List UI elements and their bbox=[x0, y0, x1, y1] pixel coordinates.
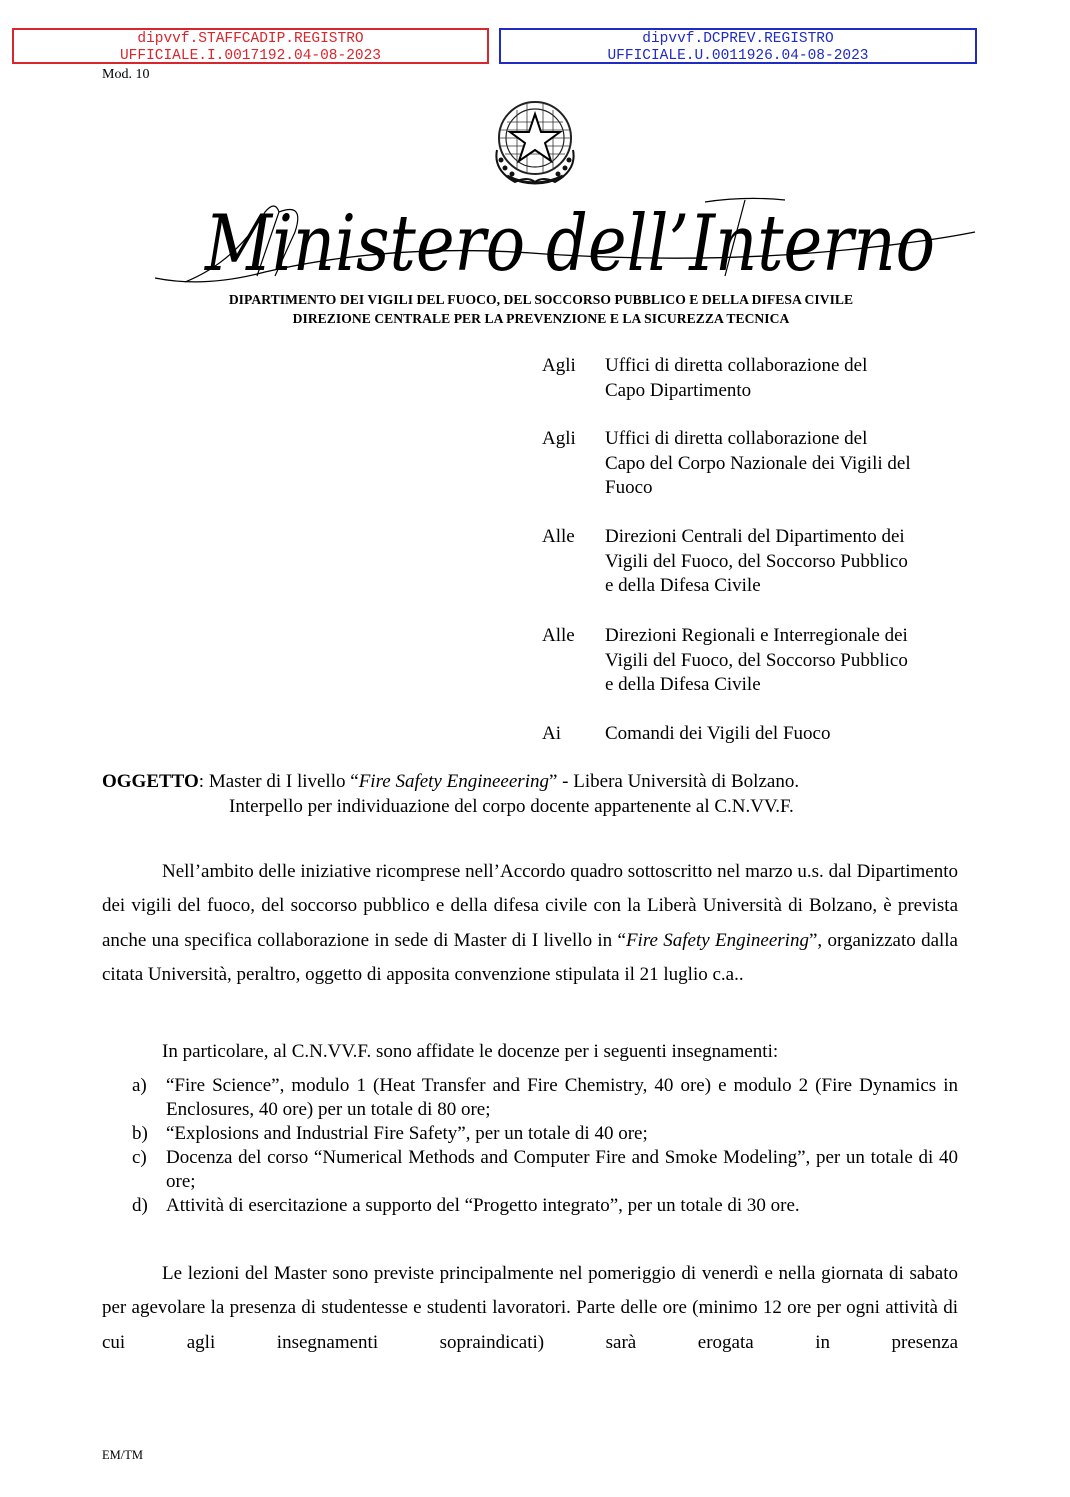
direction-title: DIREZIONE CENTRALE PER LA PREVENZIONE E LA SICUREZZA TECNICA bbox=[292, 311, 790, 326]
addressee-line: Vigili del Fuoco, del Soccorso Pubblico bbox=[605, 550, 908, 572]
stamp-line: UFFICIALE.I.0017192.04-08-2023 bbox=[119, 48, 382, 64]
addressee-line: e della Difesa Civile bbox=[605, 575, 761, 596]
list-item bbox=[102, 1194, 958, 1218]
list-text: Attività di esercitazione a supporto del “Progetto integrato”, per un totale di 30 ore. bbox=[166, 1195, 800, 1216]
subject-text: ” - Libera Università di Bolzano. bbox=[548, 771, 800, 792]
addressee-prefix: Agli bbox=[542, 428, 576, 449]
subject-block bbox=[102, 770, 962, 819]
list-label: c) bbox=[132, 1147, 147, 1168]
list-item bbox=[102, 1122, 958, 1146]
teaching-list bbox=[102, 1074, 958, 1218]
stamp-line: UFFICIALE.U.0011926.04-08-2023 bbox=[607, 48, 869, 64]
paragraph-text: ”, organizzato dalla citata Università, peraltro, oggetto di apposita convenzione stipulata il 21 luglio c.a.. bbox=[102, 929, 958, 985]
subject-course-name: Fire Safety Engineeering bbox=[358, 771, 549, 792]
list-text: “Explosions and Industrial Fire Safety”, per un totale di 40 ore; bbox=[166, 1123, 648, 1144]
protocol-stamp-outgoing bbox=[499, 28, 977, 64]
body-paragraph-3: Le lezioni del Master sono previste principalmente nel pomeriggio di venerdì e nella giornata di sabato per agevolare la presenza di studentesse e studenti lavoratori. Parte delle ore (minimo 12 ore per ogni attività di cui agli insegnamenti sopraindicati) sarà erogata in presenza bbox=[102, 1263, 958, 1353]
addressee-prefix: Alle bbox=[542, 526, 575, 547]
course-name: Fire Safety Engineering bbox=[625, 929, 809, 951]
body-paragraph-1 bbox=[102, 855, 958, 992]
addressee-line: Capo del Corpo Nazionale dei Vigili del bbox=[605, 452, 911, 474]
addressee-prefix: Alle bbox=[542, 625, 575, 646]
list-label: d) bbox=[132, 1195, 148, 1216]
stamp-line: dipvvf.STAFFCADIP.REGISTRO bbox=[137, 31, 364, 47]
footer-initials: EM/TM bbox=[102, 1448, 143, 1462]
addressee-prefix: Ai bbox=[542, 723, 561, 744]
addressee-line: Comandi dei Vigili del Fuoco bbox=[605, 723, 831, 744]
addressee-line: Uffici di diretta collaborazione del bbox=[605, 355, 868, 376]
italian-republic-emblem-icon bbox=[487, 90, 583, 194]
addressee-line: Direzioni Centrali del Dipartimento dei bbox=[605, 526, 905, 547]
list-item bbox=[102, 1146, 958, 1194]
list-text: “Fire Science”, modulo 1 (Heat Transfer and Fire Chemistry, 40 ore) e modulo 2 (Fire Dynamics in Enclosures, 40 ore) per un totale di 80 ore; bbox=[166, 1075, 958, 1120]
addressee-line: Direzioni Regionali e Interregionale dei bbox=[605, 625, 908, 646]
ministry-title: Ministero dell’Interno bbox=[203, 199, 935, 289]
form-model-label: Mod. 10 bbox=[102, 67, 150, 82]
addressee-line: e della Difesa Civile bbox=[605, 674, 761, 695]
list-item bbox=[102, 1074, 958, 1122]
list-label: a) bbox=[132, 1075, 147, 1096]
list-text: Docenza del corso “Numerical Methods and Computer Fire and Smoke Modeling”, per un totale di 40 ore; bbox=[166, 1147, 958, 1192]
addressee-line: Capo Dipartimento bbox=[605, 379, 752, 401]
subject-line-2: Interpello per individuazione del corpo docente appartenente al C.N.VV.F. bbox=[229, 795, 794, 817]
subject-label: OGGETTO bbox=[102, 771, 199, 792]
list-label: b) bbox=[132, 1123, 148, 1144]
addressee-line: Fuoco bbox=[605, 477, 653, 498]
body-paragraph-2: In particolare, al C.N.VV.F. sono affidate le docenze per i seguenti insegnamenti: bbox=[162, 1041, 779, 1062]
stamp-line: dipvvf.DCPREV.REGISTRO bbox=[642, 31, 834, 47]
protocol-stamp-incoming bbox=[12, 28, 489, 64]
ministry-wordmark bbox=[145, 192, 980, 292]
paragraph-text: Nell’ambito delle iniziative ricomprese nell’Accordo quadro sottoscritto nel marzo u.s. dal Dipartimento dei vigili del fuoco, del soccorso pubblico e della difesa civile con la Liberà Università di Bolzano, è prevista anche una specifica collaborazione in sede di Master di I livello in “ bbox=[102, 861, 958, 951]
addressee-prefix: Agli bbox=[542, 355, 576, 376]
addressee-line: Vigili del Fuoco, del Soccorso Pubblico bbox=[605, 649, 908, 671]
subject-text: : Master di I livello “ bbox=[198, 771, 359, 792]
addressee-line: Uffici di diretta collaborazione del bbox=[605, 428, 868, 449]
department-title: DIPARTIMENTO DEI VIGILI DEL FUOCO, DEL SOCCORSO PUBBLICO E DELLA DIFESA CIVILE bbox=[228, 292, 854, 307]
